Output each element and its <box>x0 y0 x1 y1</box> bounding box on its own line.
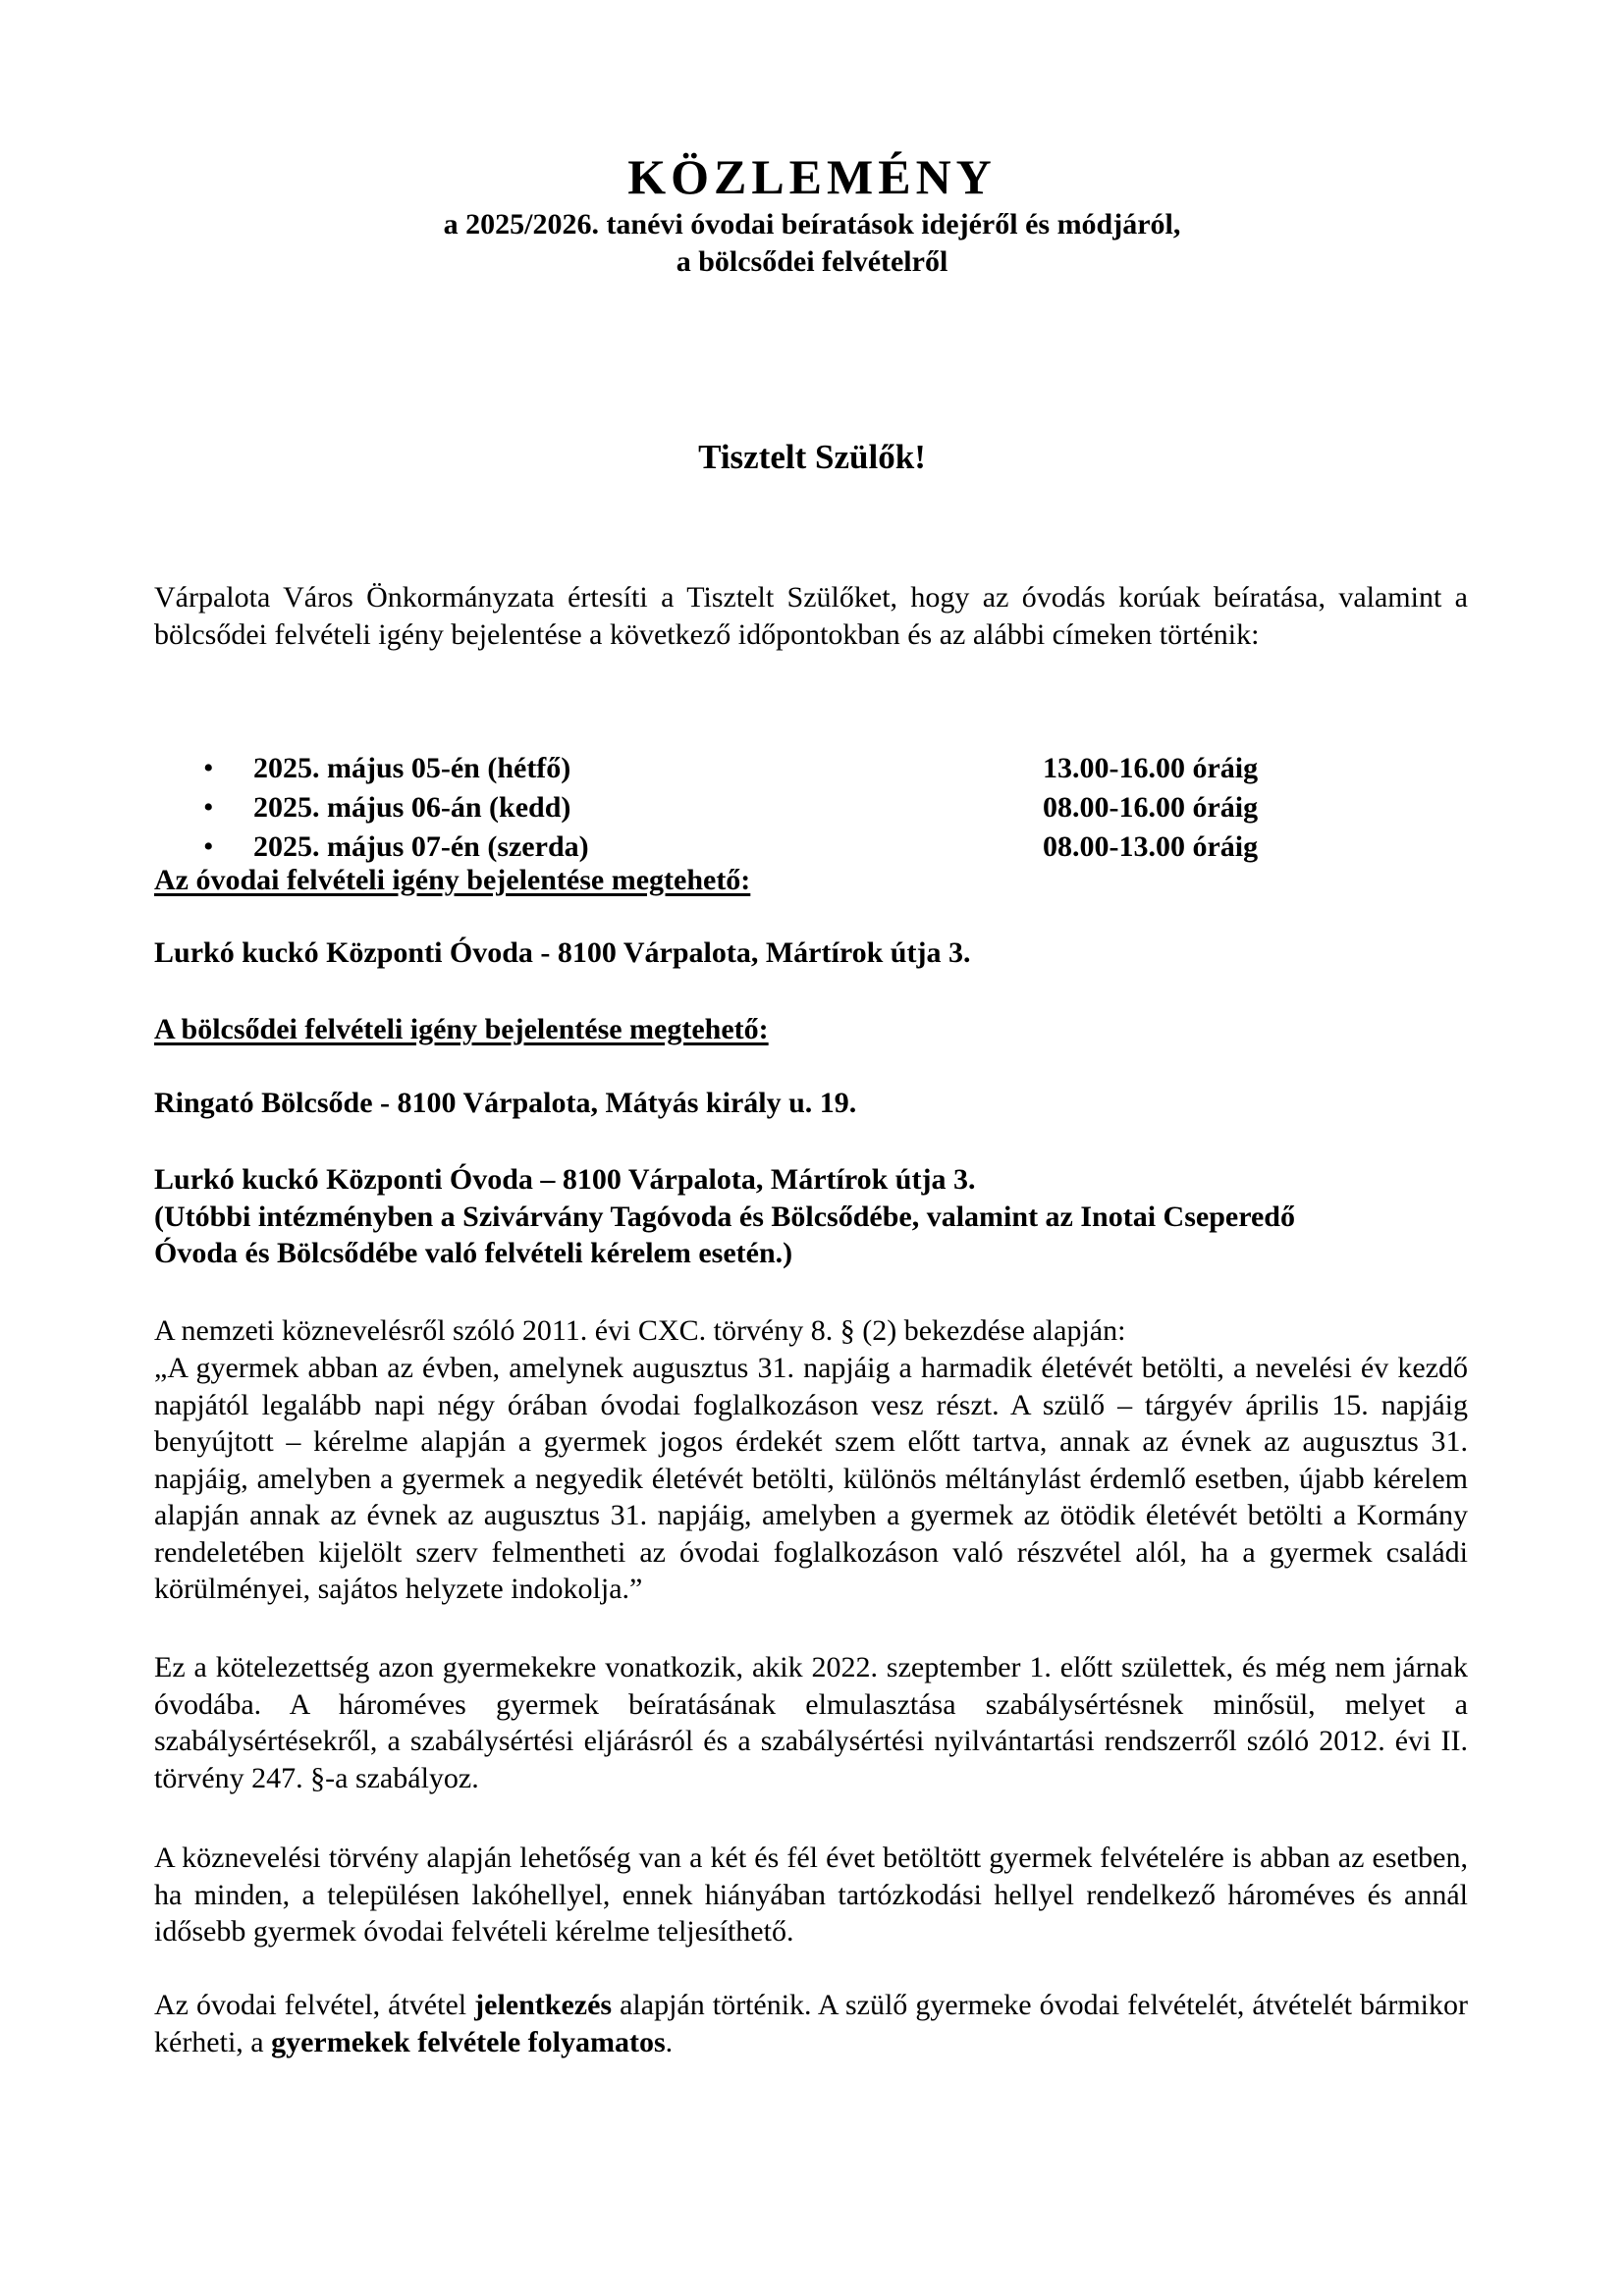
schedule-date: 2025. május 05-én (hétfő) <box>253 752 571 784</box>
nursery-address-lurko-line: Lurkó kuckó Központi Óvoda – 8100 Várpalota, Mártírok útja 3. <box>154 1163 976 1196</box>
law-intro: A nemzeti köznevelésről szóló 2011. évi CXC. törvény 8. § (2) bekezdése alapján: <box>154 1314 1126 1347</box>
schedule-time: 13.00-16.00 óráig <box>1043 752 1259 784</box>
schedule-time: 08.00-13.00 óráig <box>1043 830 1259 863</box>
intro-paragraph: Várpalota Város Önkormányzata értesíti a Tisztelt Szülőket, hogy az óvodás korúak beíratása, valamint a bölcsődei felvételi igény bejelentése a következő időpontokban és az alábbi címeken történik: <box>154 581 1468 651</box>
greeting: Tisztelt Szülők! <box>698 438 926 476</box>
obligation-paragraph: Ez a kötelezettség azon gyermekekre vonatkozik, akik 2022. szeptember 1. előtt születtek, és még nem járnak óvodába. A hároméves gyermek beíratásának elmulasztása szabálysértésnek minősül, melyet a szabálysértésekről, a szabálysértési eljárásról és a szabálysértési nyilvántartási rendszerről szóló 2012. évi II. törvény 247. §-a szabályoz. <box>154 1651 1468 1794</box>
admission-bold-registration: jelentkezés <box>474 1989 613 2021</box>
admission-text-1: Az óvodai felvétel, átvétel <box>154 1989 475 2021</box>
law-quote: „A gyermek abban az évben, amelynek augusztus 31. napjáig a harmadik életévét betölti, a nevelési év kezdő napjától legalább napi négy órában óvodai foglalkozáson vesz részt. A szülő – tárgyév április 15. napjáig benyújtott – kérelme alapján a gyermek jogos érdekét szem előtt tartva, annak az évnek az augusztus 31. napjáig, amelyben a gyermek a negyedik életévét betölti, különös méltánylást érdemlő esetben, újabb kérelem alapján annak az évnek az augusztus 31. napjáig, amelyben a gyermek az ötödik életévét betölti a Kormány rendeletében kijelölt szerv felmentheti az óvodai foglalkozáson való részvétel alól, ha a gyermek családi körülményei, sajátos helyzete indokolja.” <box>154 1352 1468 1605</box>
schedule-item <box>154 749 1470 788</box>
schedule-item <box>154 828 1470 867</box>
document-subtitle-line-1: a 2025/2026. tanévi óvodai beíratások idejéről és módjáról, <box>443 208 1181 240</box>
nursery-heading: A bölcsődei felvételi igény bejelentése megtehető: <box>154 1013 769 1045</box>
bullet-icon: • <box>203 752 214 784</box>
kindergarten-heading: Az óvodai felvételi igény bejelentése megtehető: <box>154 864 751 896</box>
admission-paragraph <box>154 1987 1468 2060</box>
nursery-address-lurko <box>154 1161 1468 1272</box>
schedule-date: 2025. május 06-án (kedd) <box>253 791 571 824</box>
admission-text-3: . <box>665 2025 674 2058</box>
schedule-item <box>154 788 1470 828</box>
kindergarten-address: Lurkó kuckó Központi Óvoda - 8100 Várpalota, Mártírok útja 3. <box>154 936 971 969</box>
admission-bold-continuous: gyermekek felvétele folyamatos <box>271 2025 666 2058</box>
bullet-icon: • <box>203 791 214 824</box>
bullet-icon: • <box>203 830 214 863</box>
schedule-time: 08.00-16.00 óráig <box>1043 791 1259 824</box>
kindergarten-section <box>154 862 1468 899</box>
schedule-date: 2025. május 07-én (szerda) <box>253 830 589 863</box>
nursery-section <box>154 1011 1468 1048</box>
nursery-address-ringato: Ringató Bölcsőde - 8100 Várpalota, Mátyás király u. 19. <box>154 1087 857 1119</box>
document-subtitle-line-2: a bölcsődei felvételről <box>676 245 948 278</box>
document-title: KÖZLEMÉNY <box>627 149 997 204</box>
nursery-address-note: (Utóbbi intézményben a Szivárvány Tagóvoda és Bölcsődébe, valamint az Inotai Cseperedő Óvoda és Bölcsődébe való felvételi kérelem esetén.) <box>154 1200 1295 1269</box>
possibility-paragraph: A köznevelési törvény alapján lehetőség van a két és fél évet betöltött gyermek felvételére is abban az esetben, ha minden, a településen lakóhellyel, ennek hiányában tartózkodási hellyel rendelkező hároméves és annál idősebb gyermek óvodai felvételi kérelme teljesíthető. <box>154 1842 1468 1948</box>
admission-text-2: alapján történik. A szülő gyermeke óvodai felvételét, átvételét bármikor kérheti, a <box>154 1989 1469 2058</box>
